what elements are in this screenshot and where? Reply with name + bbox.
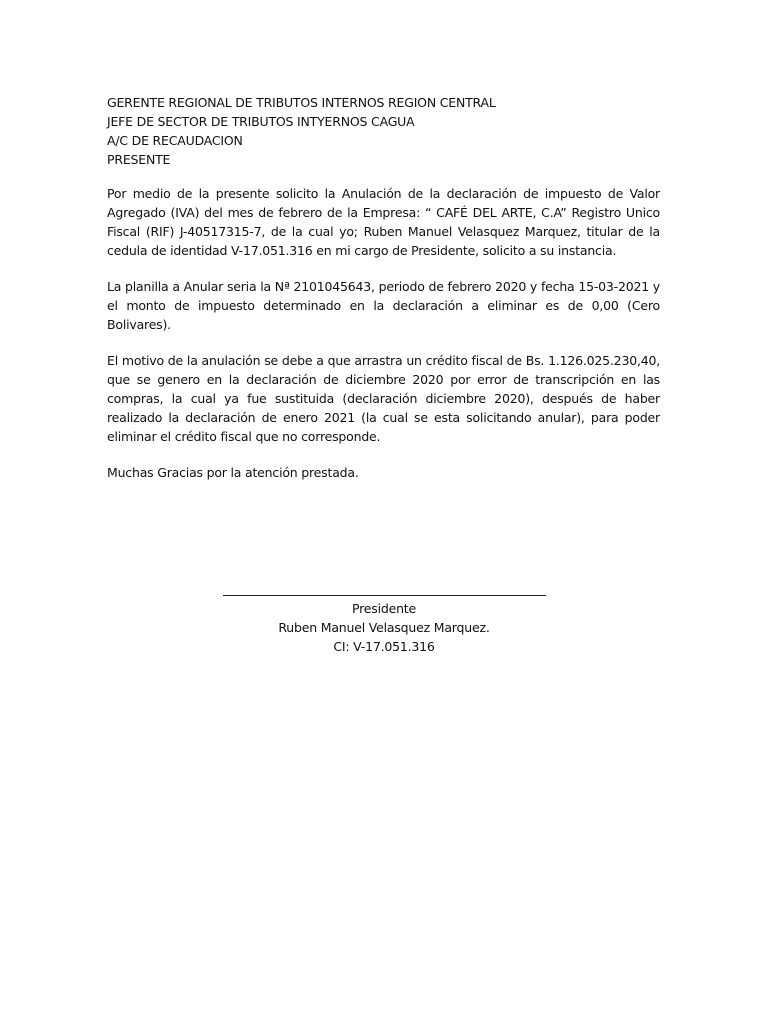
paragraph-form-details: La planilla a Anular seria la Nª 2101045643, periodo de febrero 2020 y fecha 15-03-2021 y el monto de impuesto determinado en la declaración a eliminar es de 0,00 (Cero Bolivares). (107, 279, 660, 332)
recipient-line-sector-chief: JEFE DE SECTOR DE TRIBUTOS INTYERNOS CAGUA (107, 114, 415, 129)
recipient-line-regional-manager: GERENTE REGIONAL DE TRIBUTOS INTERNOS REGION CENTRAL (107, 95, 496, 110)
paragraph-reason: El motivo de la anulación se debe a que arrastra un crédito fiscal de Bs. 1.126.025.230,40, que se genero en la declaración de diciembre 2020 por error de transcripción en las compras, la cual ya fue sustituida (declaración diciembre 2020), después de haber realizado la declaración de enero 2021 (la cual se esta solicitando anular), para poder eliminar el crédito fiscal que no corresponde. (107, 353, 660, 444)
paragraph-closing: Muchas Gracias por la atención prestada. (107, 465, 359, 480)
signature-block (184, 586, 584, 656)
recipient-line-attention: A/C DE RECAUDACION (107, 133, 243, 148)
letter-body (107, 184, 660, 482)
signature-id: CI: V-17.051.316 (333, 639, 435, 654)
recipient-block (107, 93, 667, 169)
signature-name: Ruben Manuel Velasquez Marquez. (278, 620, 490, 635)
recipient-line-presente: PRESENTE (107, 152, 171, 167)
signature-line (223, 595, 546, 596)
signature-title: Presidente (352, 601, 416, 616)
paragraph-request: Por medio de la presente solicito la Anulación de la declaración de impuesto de Valor Agregado (IVA) del mes de febrero de la Empresa: “ CAFÉ DEL ARTE, C.A” Registro Unico Fiscal (RIF) J-40517315-7, de la cual yo; Ruben Manuel Velasquez Marquez, titular de la cedula de identidad V-17.051.316 en mi cargo de Presidente, solicito a su instancia. (107, 186, 660, 258)
